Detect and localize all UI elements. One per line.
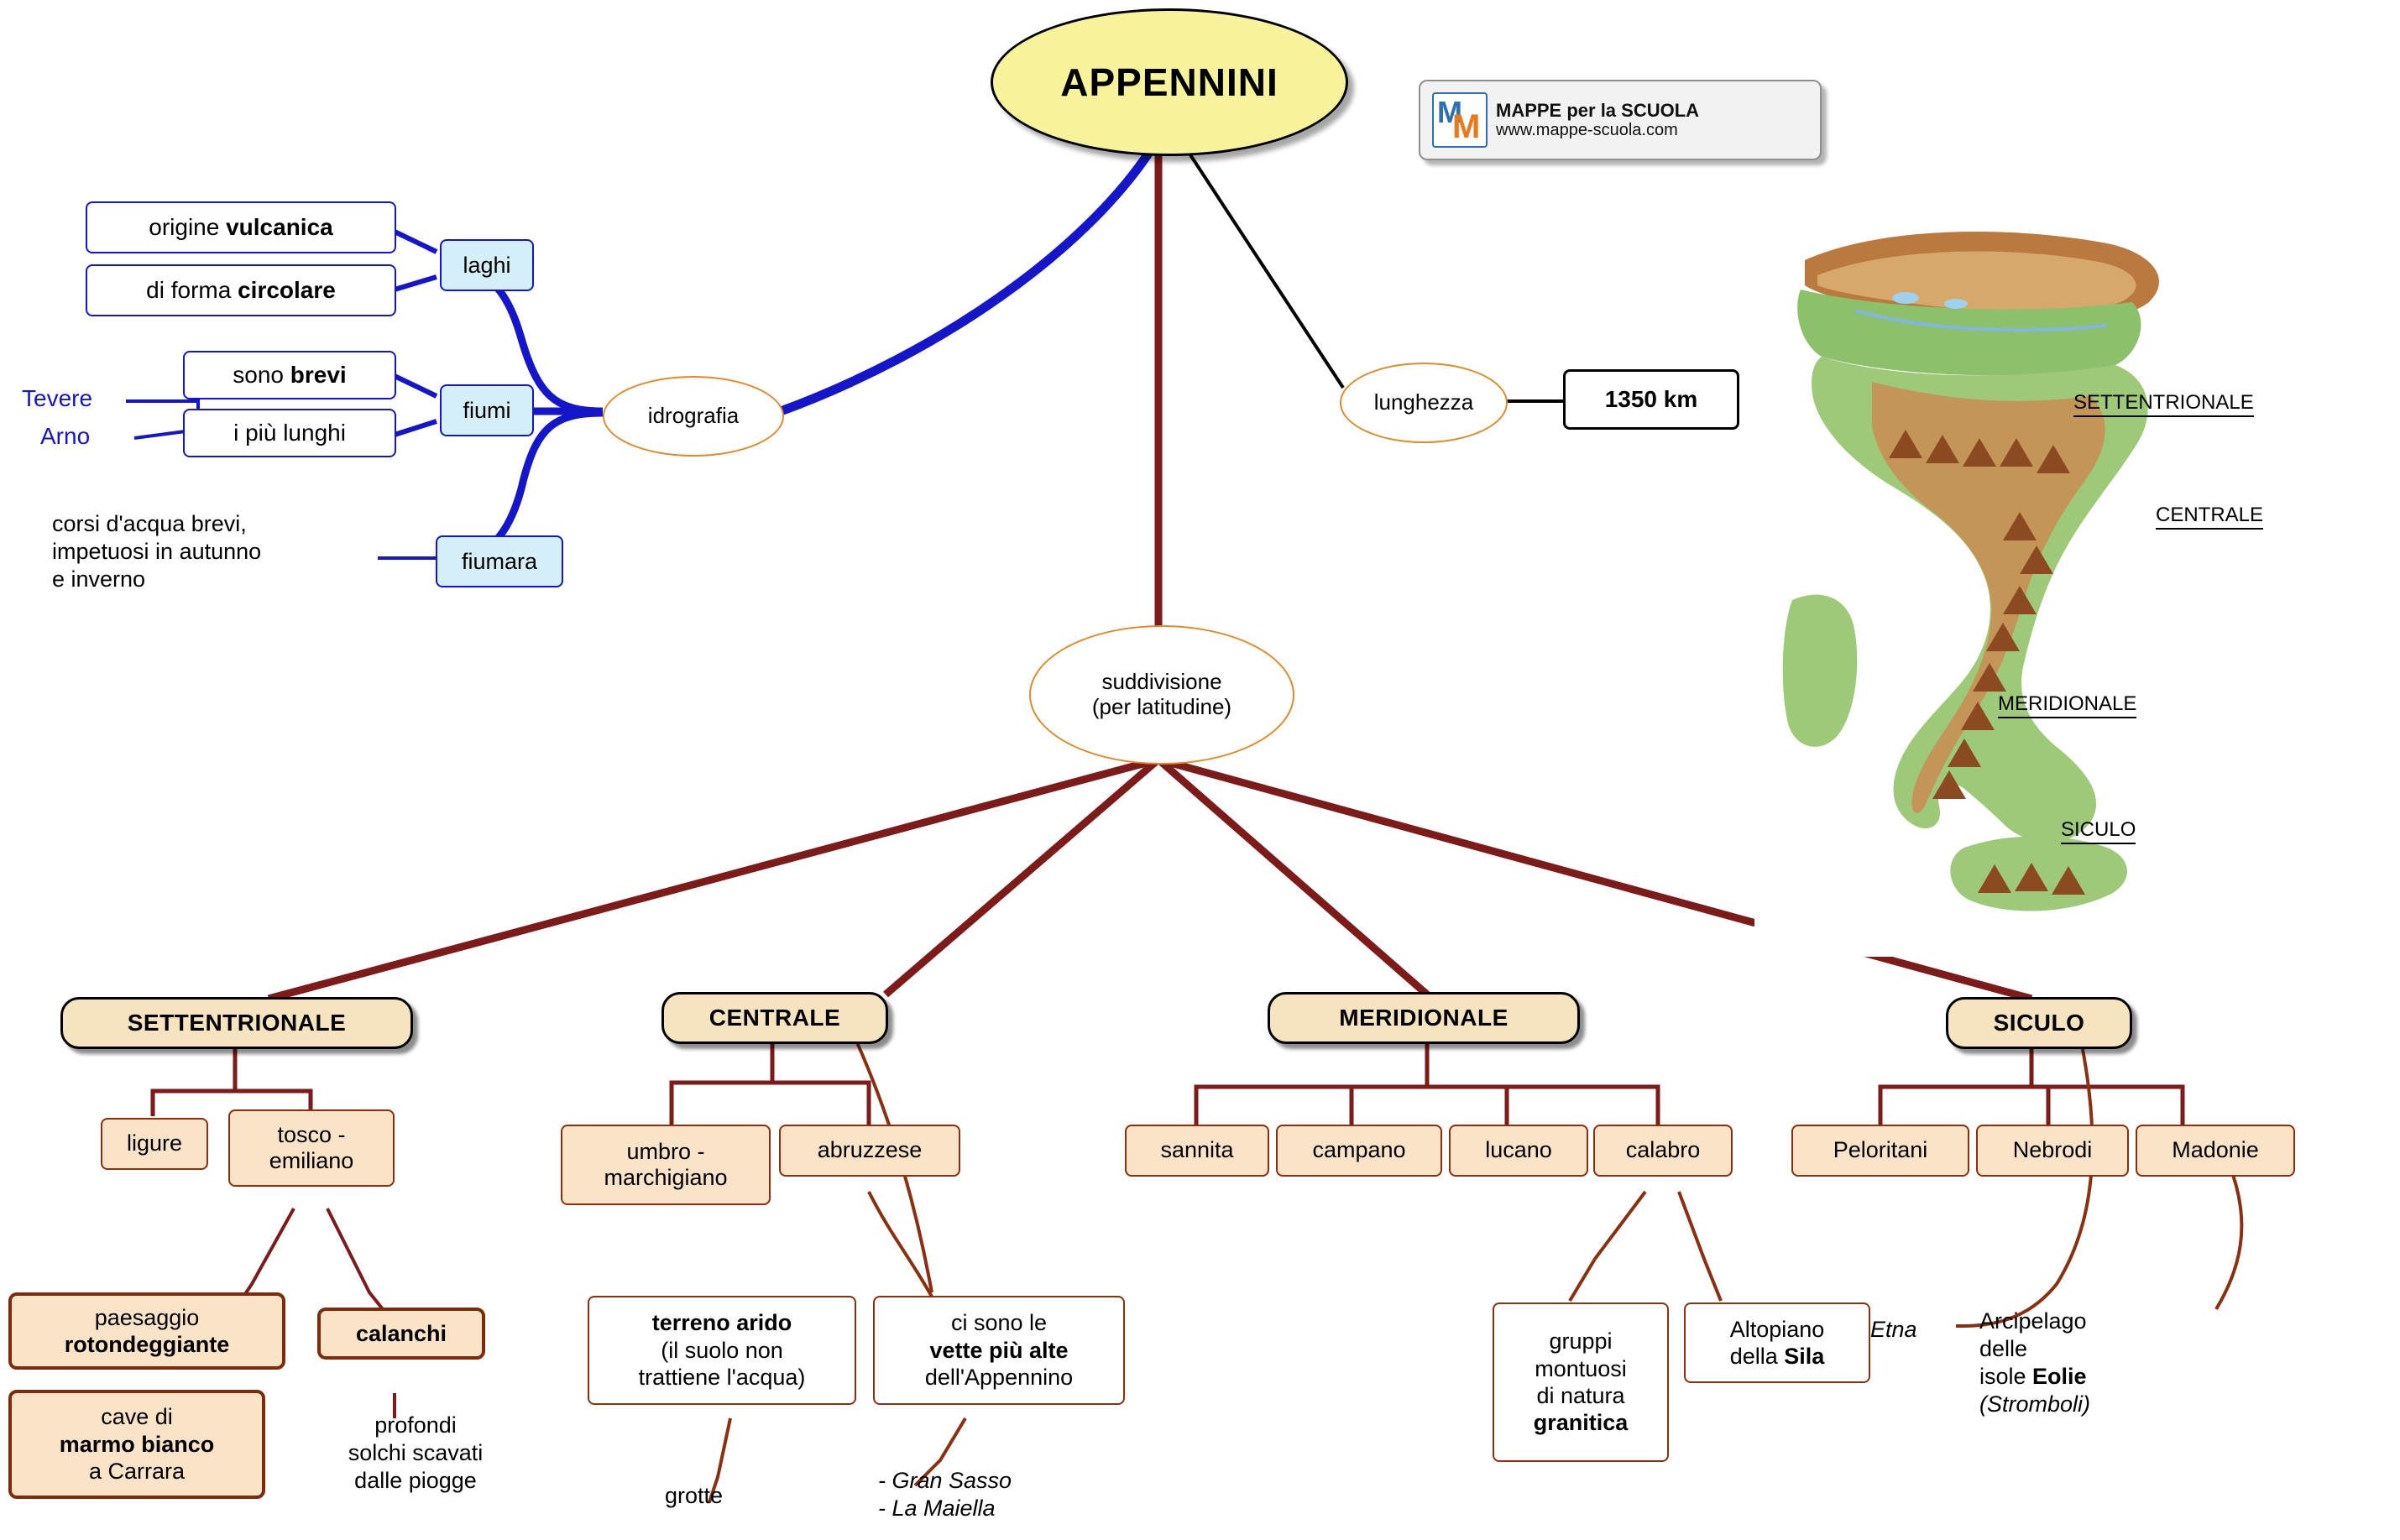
subregion-lucano[interactable]: lucano (1449, 1125, 1588, 1177)
node-fiumara[interactable]: fiumara (436, 535, 563, 587)
node-line: della Sila (1729, 1344, 1825, 1369)
note-text: sono brevi (233, 362, 347, 388)
node-line: umbro - (626, 1138, 705, 1164)
node-fiumi[interactable]: fiumi (440, 384, 534, 436)
subregion-campano[interactable]: campano (1276, 1125, 1442, 1177)
note-line: impetuosi in autunno (52, 538, 262, 564)
detail-vette-piu-alte (873, 1296, 1125, 1405)
node-line: a Carrara (88, 1459, 186, 1485)
subregion-madonie[interactable]: Madonie (2136, 1125, 2295, 1177)
node-idrografia[interactable]: idrografia (603, 376, 784, 457)
detail-grotte: grotte (665, 1483, 724, 1508)
detail-vette-list (878, 1467, 1012, 1522)
detail-calanchi (317, 1308, 485, 1360)
page-title: APPENNINI (991, 8, 1348, 156)
node-line: Altopiano (1729, 1316, 1825, 1342)
node-line: paesaggio (94, 1304, 200, 1330)
region-meridionale[interactable]: MERIDIONALE (1268, 992, 1580, 1044)
node-line: (Stromboli) (1979, 1391, 2091, 1417)
detail-terreno-arido (588, 1296, 856, 1405)
node-line: granitica (1533, 1410, 1629, 1436)
label-tevere: Tevere (22, 385, 93, 411)
mappe-scuola-logo-icon (1432, 92, 1488, 148)
node-line: cave di (101, 1404, 173, 1430)
note-text: di forma circolare (146, 277, 336, 303)
node-line: tosco - (277, 1121, 346, 1147)
node-line: di natura (1536, 1383, 1625, 1408)
node-laghi[interactable]: laghi (440, 239, 534, 291)
node-line: suddivisione (1101, 669, 1222, 695)
region-settentrionale[interactable]: SETTENTRIONALE (60, 997, 413, 1049)
svg-text:M: M (1437, 95, 1462, 129)
map-label-siculo: SICULO (2061, 818, 2136, 844)
note-laghi-forma (86, 264, 396, 316)
node-line: marmo bianco (59, 1431, 215, 1457)
subregion-calabro[interactable]: calabro (1593, 1125, 1733, 1177)
region-centrale[interactable]: CENTRALE (661, 992, 888, 1044)
detail-paesaggio-rotondeggiante (8, 1292, 285, 1370)
label-arno: Arno (40, 423, 91, 449)
node-line: emiliano (269, 1148, 354, 1173)
detail-calanchi-description (319, 1412, 512, 1495)
note-line: corsi d'acqua brevi, (52, 511, 247, 536)
node-suddivisione[interactable] (1029, 625, 1294, 765)
map-label-meridionale: MERIDIONALE (1998, 692, 2136, 718)
italy-relief-map (1754, 210, 2275, 957)
detail-gruppi-granitici (1493, 1302, 1669, 1462)
node-line: gruppi (1549, 1329, 1613, 1355)
node-line: (per latitudine) (1091, 694, 1232, 719)
node-line: dell'Appennino (924, 1365, 1074, 1391)
subregion-sannita[interactable]: sannita (1125, 1125, 1269, 1177)
node-line: vette più alte (929, 1337, 1069, 1363)
node-line: (il suolo non (661, 1337, 783, 1363)
node-line: trattiene l'acqua) (638, 1365, 806, 1391)
logo-title: MAPPE per la SCUOLA (1496, 99, 1700, 121)
detail-marmo-bianco (8, 1390, 265, 1499)
node-line: marchigiano (604, 1165, 728, 1190)
node-line: ci sono le (950, 1310, 1048, 1336)
map-label-settentrionale: SETTENTRIONALE (2073, 391, 2254, 417)
note-fiumi-brevi (183, 351, 396, 399)
subregion-nebrodi[interactable]: Nebrodi (1976, 1125, 2129, 1177)
subregion-peloritani[interactable]: Peloritani (1791, 1125, 1969, 1177)
value-lunghezza: 1350 km (1563, 369, 1739, 430)
note-laghi-origine (86, 201, 396, 253)
subregion-ligure[interactable]: ligure (101, 1118, 208, 1170)
logo-url: www.mappe-scuola.com (1496, 121, 1678, 140)
node-line: - La Maiella (878, 1495, 996, 1521)
node-line: Arcipelago (1979, 1308, 2087, 1334)
region-siculo[interactable]: SICULO (1946, 997, 2132, 1049)
subregion-abruzzese[interactable]: abruzzese (779, 1125, 960, 1177)
node-line: solchi scavati (348, 1439, 484, 1465)
node-line: isole Eolie (1979, 1363, 2087, 1389)
node-line: - Gran Sasso (878, 1468, 1012, 1493)
note-text: origine vulcanica (149, 214, 333, 240)
note-line: e inverno (52, 566, 146, 592)
subregion-tosco-emiliano[interactable] (228, 1109, 395, 1187)
node-line: profondi (374, 1412, 457, 1438)
note-fiumara (52, 510, 388, 593)
map-label-centrale: CENTRALE (2156, 504, 2263, 530)
node-line: calanchi (355, 1320, 447, 1346)
node-line: terreno arido (651, 1310, 792, 1336)
svg-text:M: M (1452, 108, 1481, 145)
detail-isole-eolie (1979, 1308, 2223, 1418)
detail-altopiano-sila (1684, 1302, 1870, 1383)
subregion-umbro-marchigiano[interactable] (561, 1125, 771, 1205)
node-line: rotondeggiante (64, 1332, 230, 1357)
node-line: dalle piogge (354, 1467, 477, 1493)
logo-badge[interactable] (1419, 80, 1822, 160)
node-line: montuosi (1535, 1355, 1627, 1381)
note-fiumi-lunghi: i più lunghi (183, 409, 396, 457)
detail-etna: Etna (1870, 1317, 1917, 1342)
node-line: delle (1979, 1335, 2028, 1361)
node-lunghezza[interactable]: lunghezza (1340, 363, 1508, 443)
